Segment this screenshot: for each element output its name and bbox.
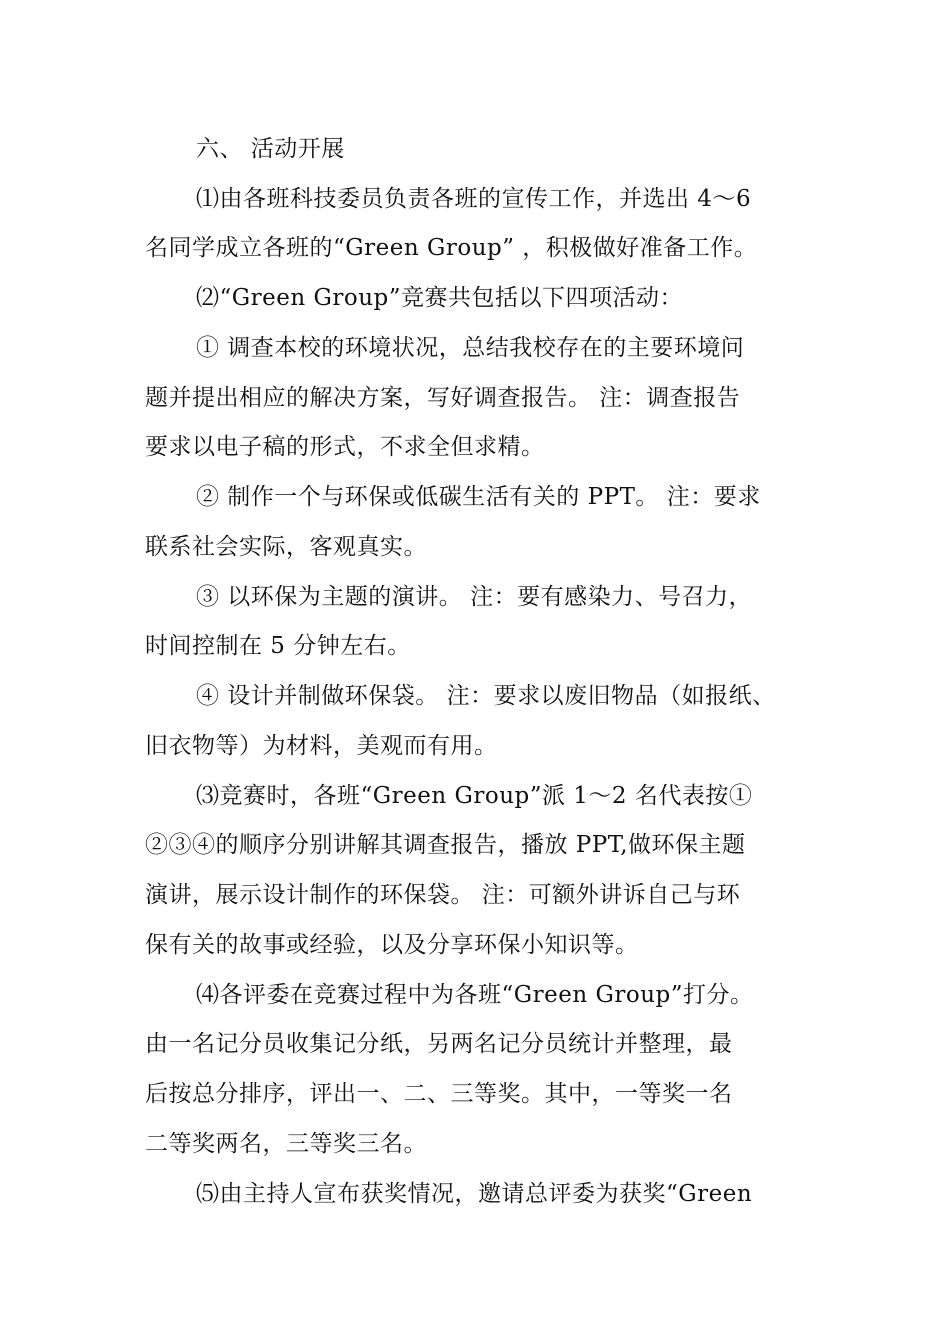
item-1-line-1: ① 调查本校的环境状况，总结我校存在的主要环境问: [196, 335, 745, 361]
item-3-line-2: 时间控制在 5 分钟左右。: [145, 633, 411, 659]
item-4-line-1: ④ 设计并制做环保袋。 注：要求以废旧物品（如报纸、: [196, 683, 776, 709]
paragraph-2-line-1: ⑵“Green Group”竞赛共包括以下四项活动：: [196, 285, 683, 311]
item-3-line-1: ③ 以环保为主题的演讲。 注：要有感染力、号召力，: [196, 584, 753, 610]
paragraph-3-line-1: ⑶竞赛时，各班“Green Group”派 1～2 名代表按①: [196, 783, 753, 809]
item-4-line-2: 旧衣物等）为材料，美观而有用。: [145, 733, 498, 759]
paragraph-3-line-3: 演讲，展示设计制作的环保袋。 注：可额外讲诉自己与环: [145, 882, 741, 908]
paragraph-1-line-1: ⑴由各班科技委员负责各班的宣传工作，并选出 4～6: [196, 186, 752, 212]
item-2-line-2: 联系社会实际，客观真实。: [145, 534, 427, 560]
paragraph-4-line-1: ⑷各评委在竞赛过程中为各班“Green Group”打分。: [196, 982, 754, 1008]
paragraph-5-line-1: ⑸由主持人宣布获奖情况，邀请总评委为获奖“Green: [196, 1181, 753, 1207]
item-1-line-3: 要求以电子稿的形式，不求全但求精。: [145, 434, 545, 460]
section-heading: 六、 活动开展: [196, 136, 345, 162]
paragraph-4-line-2: 由一名记分员收集记分纸，另两名记分员统计并整理，最: [145, 1031, 733, 1057]
item-2-line-1: ② 制作一个与环保或低碳生活有关的 PPT。 注：要求: [196, 484, 761, 510]
paragraph-4-line-3: 后按总分排序，评出一、二、三等奖。其中，一等奖一名: [145, 1081, 733, 1107]
paragraph-4-line-4: 二等奖两名，三等奖三名。: [145, 1131, 427, 1157]
paragraph-3-line-4: 保有关的故事或经验，以及分享环保小知识等。: [145, 932, 639, 958]
item-1-line-2: 题并提出相应的解决方案，写好调查报告。 注：调查报告: [145, 385, 741, 411]
paragraph-1-line-2: 名同学成立各班的“Green Group” ，积极做好准备工作。: [145, 235, 758, 261]
paragraph-3-line-2: ②③④的顺序分别讲解其调查报告，播放 PPT,做环保主题: [145, 832, 746, 858]
